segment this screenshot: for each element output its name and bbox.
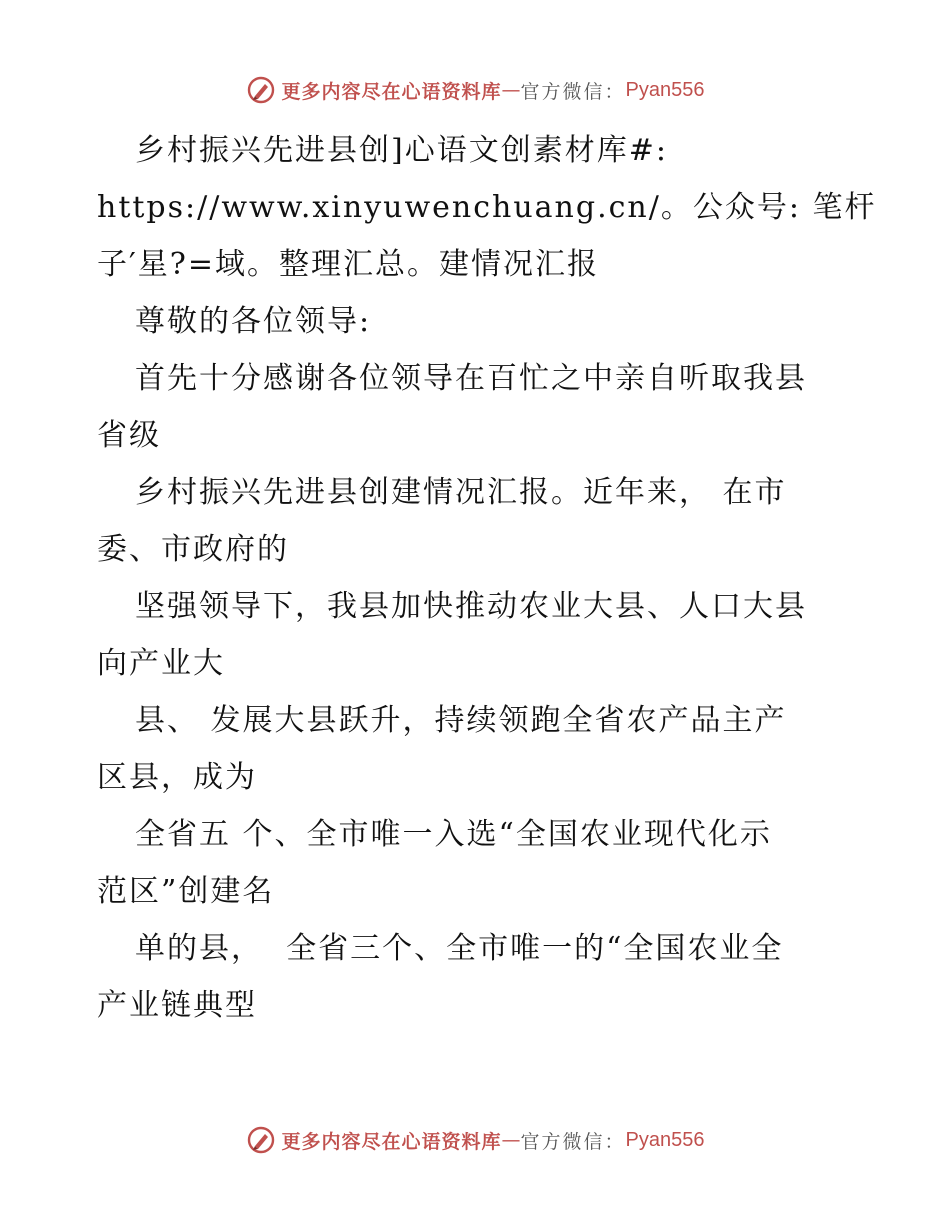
text-line: 子′星?=域。整理汇总。建情况汇报	[97, 247, 600, 282]
footer-wechat-label: 官方微信：	[520, 1130, 626, 1153]
text-line: 首先十分感谢各位领导在百忙之中亲自听取我县	[135, 361, 807, 396]
header-dash: —	[501, 79, 521, 101]
text-line: 单的县， 全省三个、全市唯一的“全国农业全	[135, 931, 784, 966]
header-site-text: 更多内容尽在心语资料库	[281, 80, 502, 103]
pen-circle-icon	[246, 1125, 276, 1155]
salutation: 尊敬的各位领导:	[135, 304, 372, 339]
footer-banner	[0, 1120, 950, 1160]
document-body	[97, 122, 877, 1034]
pen-circle-icon	[246, 75, 276, 105]
header-wechat-label: 官方微信：	[520, 80, 626, 103]
text-line: 区县，成为	[97, 760, 257, 795]
footer-wechat-id: Pyan556	[625, 1128, 705, 1151]
footer-site-text: 更多内容尽在心语资料库	[281, 1130, 502, 1153]
footer-dash: —	[501, 1129, 521, 1151]
url-line: https://www.xinyuwenchuang.cn/。公众号: 笔杆	[97, 190, 877, 225]
text-line: 乡村振兴先进县创]心语文创素材库#:	[135, 133, 668, 168]
text-line: 向产业大	[97, 646, 225, 681]
text-line: 委、市政府的	[97, 532, 289, 567]
text-line: 全省五 个、全市唯一入选“全国农业现代化示	[135, 817, 772, 852]
header-wechat-id: Pyan556	[625, 78, 705, 101]
text-line: 范区”创建名	[97, 874, 275, 909]
text-line: 县、 发展大县跃升，持续领跑全省农产品主产	[135, 703, 787, 738]
header-banner	[0, 70, 950, 110]
text-line: 乡村振兴先进县创建情况汇报。近年来， 在市	[135, 475, 787, 510]
text-line: 省级	[97, 418, 161, 453]
text-line: 坚强领导下，我县加快推动农业大县、人口大县	[135, 589, 807, 624]
text-line: 产业链典型	[97, 988, 257, 1023]
